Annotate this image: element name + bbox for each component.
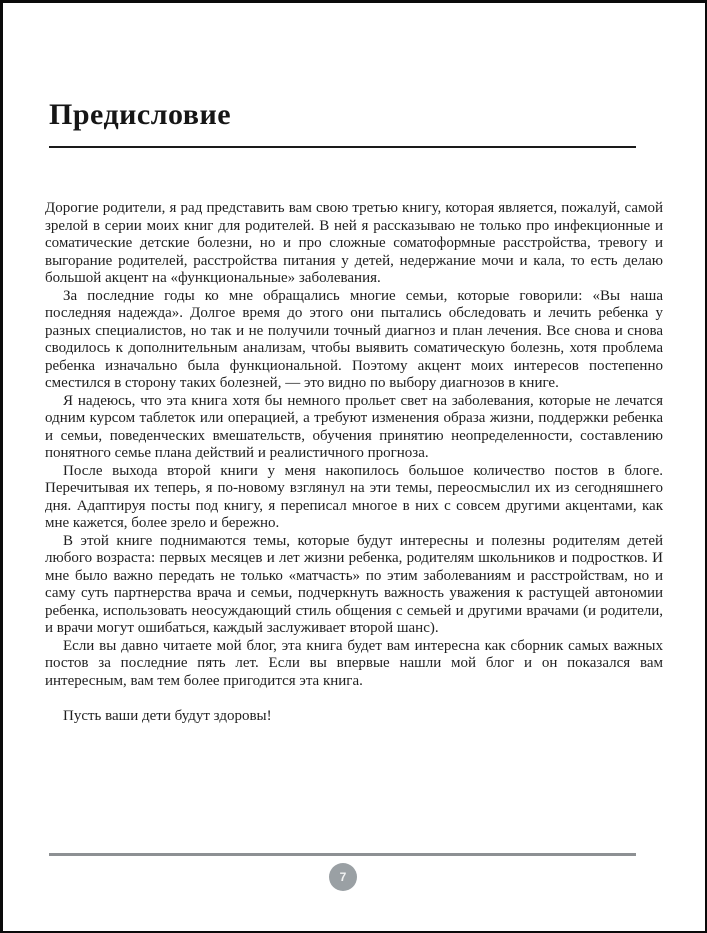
closing-line: Пусть ваши дети будут здоровы! [63,708,272,724]
title-underline-rule [49,146,636,148]
paragraph: В этой книге поднимаются темы, которые будут интересны и полезны родителям детей любого возраста: первых месяцев и лет жизни ребенка, родителям школьников и подростков. И мне было важно передать не только «матчасть» по этим заболеваниям и расстройствам, но и саму суть партнерства врача и семьи, подчеркнуть важность уважения к растущей автономии ребенка, использовать неосуждающий стиль общения с семьей и другими врачами (и родители, и врачи могут ошибаться, каждый заслуживает второй шанс). [45,532,663,636]
page-number-badge [329,863,357,891]
paragraph: За последние годы ко мне обращались многие семьи, которые говорили: «Вы наша последняя надежда». Долгое время до этого они пытались обследовать и лечить ребенка у разных специалистов, но так и не получили точный диагноз и план лечения. Все снова и снова сводилось к дополнительным анализам, чтобы выявить соматическую болезнь, хотя проблема ребенка изначально была функциональной. Поэтому акцент моих интересов постепенно сместился в сторону таких болезней, — это видно по выбору диагнозов в книге. [45,287,663,391]
paragraph: Если вы давно читаете мой блог, эта книга будет вам интересна как сборник самых важных постов за последние пять лет. Если вы впервые нашли мой блог и он показался вам интересным, вам тем более пригодится эта книга. [45,637,663,689]
paragraph: Я надеюсь, что эта книга хотя бы немного прольет свет на заболевания, которые не лечатся одним курсом таблеток или операцией, а требуют изменения образа жизни, поддержки ребенка и семьи, поведенческих вмешательств, обучения принятию неопределенности, составлению понятного семье плана действий и реалистичного прогноза. [45,392,663,461]
page-title: Предисловие [49,98,232,131]
footer-rule [49,853,636,856]
page-number: 7 [339,870,347,884]
paragraph: После выхода второй книги у меня накопилось большое количество постов в блоге. Перечитывая их теперь, я по-новому взглянул на эти темы, переосмыслил их из сегодняшнего дня. Адаптируя посты под книгу, я переписал многое в них с совсем другими акцентами, как мне кажется, более зрело и бережно. [45,462,663,531]
paragraph: Дорогие родители, я рад представить вам свою третью книгу, которая является, пожалуй, самой зрелой в серии моих книг для родителей. В ней я рассказываю не только про инфекционные и соматические детские болезни, но и про сложные соматоформные расстройства, тревогу и выгорание родителей, расстройства питания у детей, недержание мочи и кала, то есть делаю большой акцент на «функциональные» заболевания. [45,200,663,286]
body-text [45,200,663,726]
